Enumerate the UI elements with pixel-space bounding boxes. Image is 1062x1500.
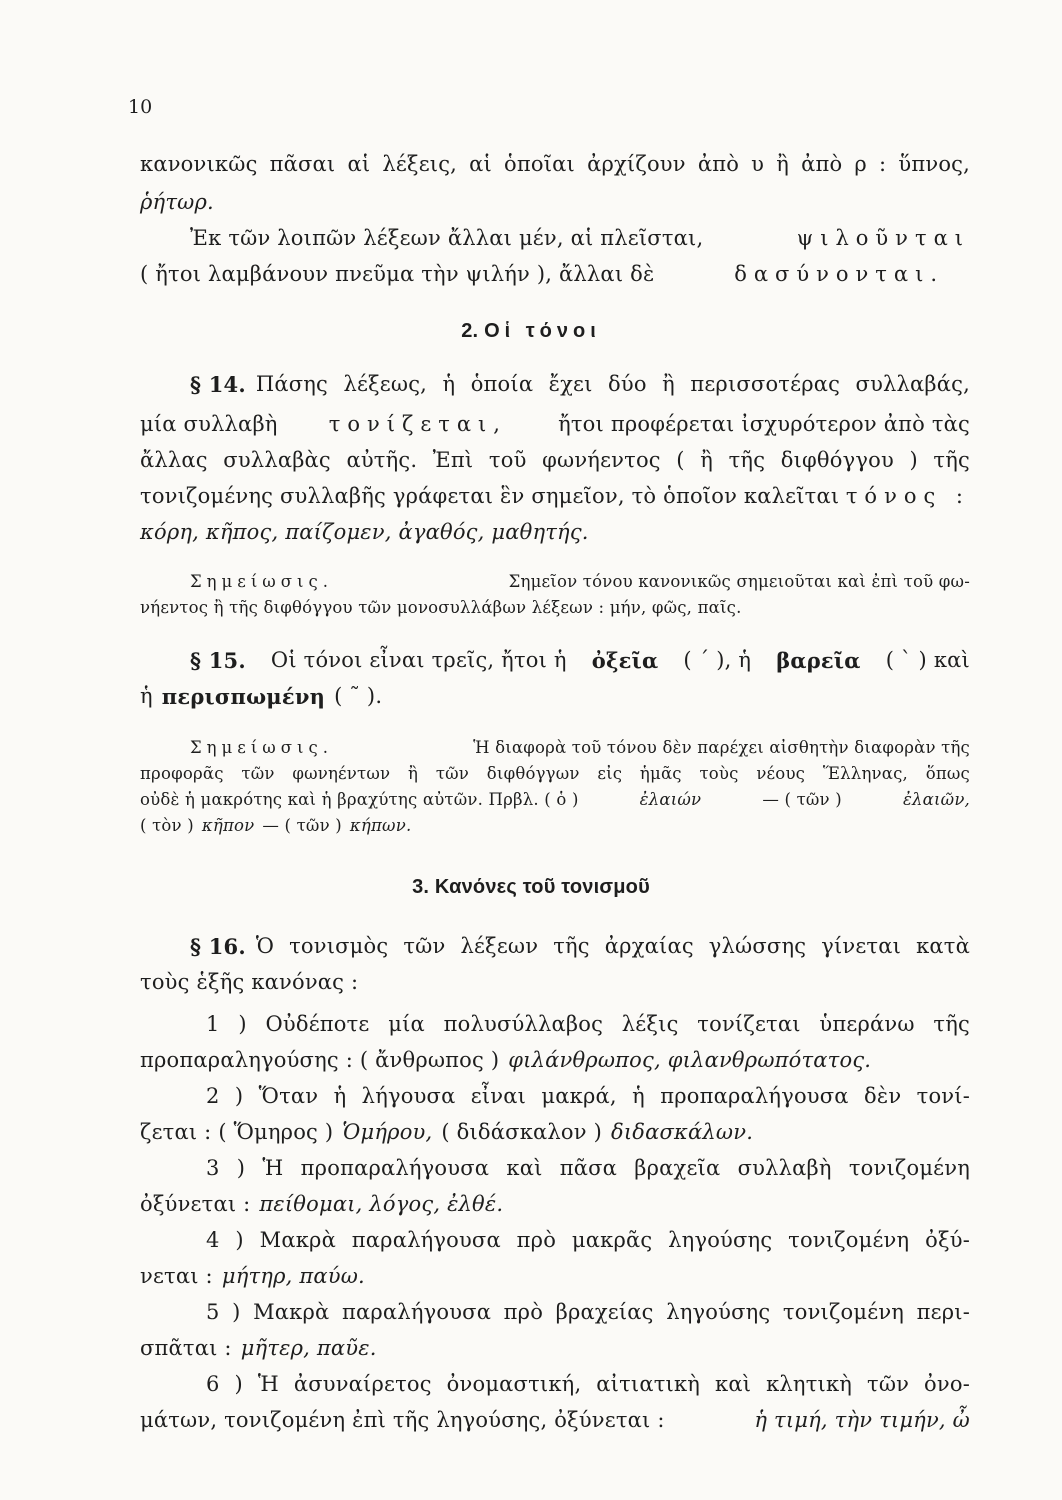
section-heading-title: Οἱ τόνοι bbox=[484, 320, 601, 342]
example-words: μήτηρ, παύω. bbox=[221, 1264, 365, 1288]
section-heading-number: 2. bbox=[461, 320, 479, 342]
section-heading-accent-rules bbox=[0, 876, 1062, 899]
text-span: ἤτοι προφέρεται ἰσχυρότερον ἀπὸ τὰς bbox=[558, 412, 970, 436]
rule-2-line bbox=[140, 1120, 753, 1144]
note-line bbox=[190, 738, 970, 757]
rule-4-line bbox=[140, 1264, 365, 1288]
paragraph-14-line bbox=[140, 484, 970, 508]
text-span: μία συλλαβὴ bbox=[140, 412, 278, 436]
example-word: κῆπον bbox=[201, 816, 255, 835]
rule-6-line bbox=[140, 1408, 970, 1432]
note-line bbox=[140, 790, 970, 809]
text-span: οὐδὲ ἡ μακρότης καὶ ἡ βραχύτης αὐτῶν. Πρβλ. ( ὁ ) bbox=[140, 790, 579, 809]
rule-5-line: 5 ) Μακρὰ παραλήγουσα πρὸ βραχείας ληγούσης τονιζομένη περι- bbox=[206, 1300, 970, 1324]
example-word: Ὁμήρου, bbox=[342, 1120, 433, 1144]
section-heading-title: Κανόνες τοῦ τονισμοῦ bbox=[434, 876, 650, 898]
paragraph-15-line bbox=[190, 648, 970, 673]
text-span: τονιζομένης συλλαβῆς γράφεται ἓν σημεῖον, τὸ ὁποῖον καλεῖται bbox=[140, 484, 840, 508]
text-span: — ( τῶν ) bbox=[262, 816, 342, 835]
note-line: νήεντος ἢ τῆς διφθόγγου τῶν μονοσυλλάβων λέξεων : μήν, φῶς, παῖς. bbox=[140, 598, 742, 617]
text-line: κανονικῶς πᾶσαι αἱ λέξεις, αἱ ὁποῖαι ἀρχίζουν ἀπὸ υ ἢ ἀπὸ ρ : ὕπνος, bbox=[140, 152, 970, 176]
spaced-term-dasynontai: δασύνονται. bbox=[734, 262, 944, 286]
paragraph-14-examples: κόρη, κῆπος, παίζομεν, ἀγαθός, μαθητής. bbox=[140, 520, 589, 544]
term-oxeia: ὀξεῖα bbox=[591, 648, 659, 673]
note-label: Σημείωσις. bbox=[190, 738, 333, 757]
text-line bbox=[190, 226, 970, 250]
spaced-term-tonos: τόνος : bbox=[845, 484, 970, 508]
text-span: ( ´ ), ἡ bbox=[683, 648, 752, 672]
example-words: φιλάνθρωπος, φιλανθρωπότατος. bbox=[508, 1048, 872, 1072]
example-word: ἐλαιῶν, bbox=[902, 790, 970, 809]
text-span: Ἐκ τῶν λοιπῶν λέξεων ἄλλαι μέν, αἱ πλεῖσται, bbox=[190, 226, 704, 250]
text-span: Ἡ διαφορὰ τοῦ τόνου δὲν παρέχει αἰσθητὴν διαφορὰν τῆς bbox=[473, 738, 970, 757]
page-number: 10 bbox=[128, 96, 153, 118]
note-line: προφορᾶς τῶν φωνηέντων ἢ τῶν διφθόγγων εἰς ἡμᾶς τοὺς νέους Ἕλληνας, ὅπως bbox=[140, 764, 970, 783]
note-line bbox=[140, 816, 411, 835]
example-words: ἡ τιμή, τὴν τιμήν, ὦ bbox=[754, 1408, 970, 1432]
paragraph-14-line: ἄλλας συλλαβὰς αὐτῆς. Ἐπὶ τοῦ φωνήεντος ( ἢ τῆς διφθόγγου ) τῆς bbox=[140, 448, 970, 472]
paragraph-14-line bbox=[190, 372, 970, 397]
spaced-term-tonizetai: τονίζεται, bbox=[328, 412, 507, 436]
example-words: πείθομαι, λόγος, ἐλθέ. bbox=[259, 1192, 504, 1216]
paragraph-number: § 14. bbox=[190, 372, 246, 397]
term-vareia: βαρεῖα bbox=[776, 648, 861, 673]
note-label: Σημείωσις. bbox=[190, 572, 333, 591]
text-line: ῥήτωρ. bbox=[140, 190, 214, 214]
spaced-term-psilountai: ψιλοῦνται bbox=[796, 226, 970, 250]
note-line bbox=[190, 572, 970, 591]
rule-4-line: 4 ) Μακρὰ παραλήγουσα πρὸ μακρᾶς ληγούσης τονιζομένη ὀξύ- bbox=[206, 1228, 970, 1252]
rule-3-line: 3 ) Ἡ προπαραλήγουσα καὶ πᾶσα βραχεῖα συλλαβὴ τονιζομένη bbox=[206, 1156, 970, 1180]
text-span: σπᾶται : bbox=[140, 1336, 232, 1360]
text-span: ( διδάσκαλον ) bbox=[441, 1120, 602, 1144]
section-heading-tones bbox=[0, 320, 1062, 343]
text-span: ( ` ) καὶ bbox=[885, 648, 970, 672]
text-span: Οἱ τόνοι εἶναι τρεῖς, ἤτοι ἡ bbox=[270, 648, 567, 672]
paragraph-14-line bbox=[140, 412, 970, 436]
text-span: νεται : bbox=[140, 1264, 213, 1288]
example-word: κήπων. bbox=[349, 816, 412, 835]
text-span: ζεται : ( Ὅμηρος ) bbox=[140, 1120, 334, 1144]
example-words: μῆτερ, παῦε. bbox=[240, 1336, 377, 1360]
text-span: ἡ bbox=[140, 684, 153, 708]
text-span: Ὁ τονισμὸς τῶν λέξεων τῆς ἀρχαίας γλώσσης γίνεται κατὰ bbox=[255, 934, 970, 958]
text-line bbox=[140, 262, 944, 286]
paragraph-15-line bbox=[140, 684, 382, 709]
rule-2-line: 2 ) Ὅταν ἡ λήγουσα εἶναι μακρά, ἡ προπαραλήγουσα δὲν τονί- bbox=[206, 1084, 970, 1108]
text-span: προπαραληγούσης : ( ἄνθρωπος ) bbox=[140, 1048, 500, 1072]
text-span: Πάσης λέξεως, ἡ ὁποία ἔχει δύο ἢ περισσοτέρας συλλαβάς, bbox=[255, 372, 970, 396]
rule-1-line: 1 ) Οὐδέποτε μία πολυσύλλαβος λέξις τονίζεται ὑπεράνω τῆς bbox=[206, 1012, 970, 1036]
text-span: ὀξύνεται : bbox=[140, 1192, 251, 1216]
example-word: ἐλαιών bbox=[639, 790, 702, 809]
text-span: Σημεῖον τόνου κανονικῶς σημειοῦται καὶ ἐπὶ τοῦ φω- bbox=[508, 572, 970, 591]
rule-3-line bbox=[140, 1192, 503, 1216]
rule-6-line: 6 ) Ἡ ἀσυναίρετος ὀνομαστική, αἰτιατικὴ καὶ κλητικὴ τῶν ὀνο- bbox=[206, 1372, 970, 1396]
paragraph-number: § 15. bbox=[190, 648, 246, 673]
example-word: διδασκάλων. bbox=[611, 1120, 754, 1144]
paragraph-number: § 16. bbox=[190, 934, 246, 959]
section-heading-number: 3. bbox=[412, 876, 430, 898]
term-perispomeni: περισπωμένη bbox=[161, 684, 326, 709]
text-span: μάτων, τονιζομένη ἐπὶ τῆς ληγούσης, ὀξύνεται : bbox=[140, 1408, 665, 1432]
text-span: ( ˜ ). bbox=[334, 684, 383, 708]
paragraph-16-line bbox=[190, 934, 970, 959]
text-span: ( ἤτοι λαμβάνουν πνεῦμα τὴν ψιλήν ), ἄλλαι δὲ bbox=[140, 262, 655, 286]
text-span: ( τὸν ) bbox=[140, 816, 194, 835]
rule-5-line bbox=[140, 1336, 377, 1360]
paragraph-16-line: τοὺς ἑξῆς κανόνας : bbox=[140, 970, 359, 994]
text-span: — ( τῶν ) bbox=[762, 790, 842, 809]
rule-1-line bbox=[140, 1048, 871, 1072]
